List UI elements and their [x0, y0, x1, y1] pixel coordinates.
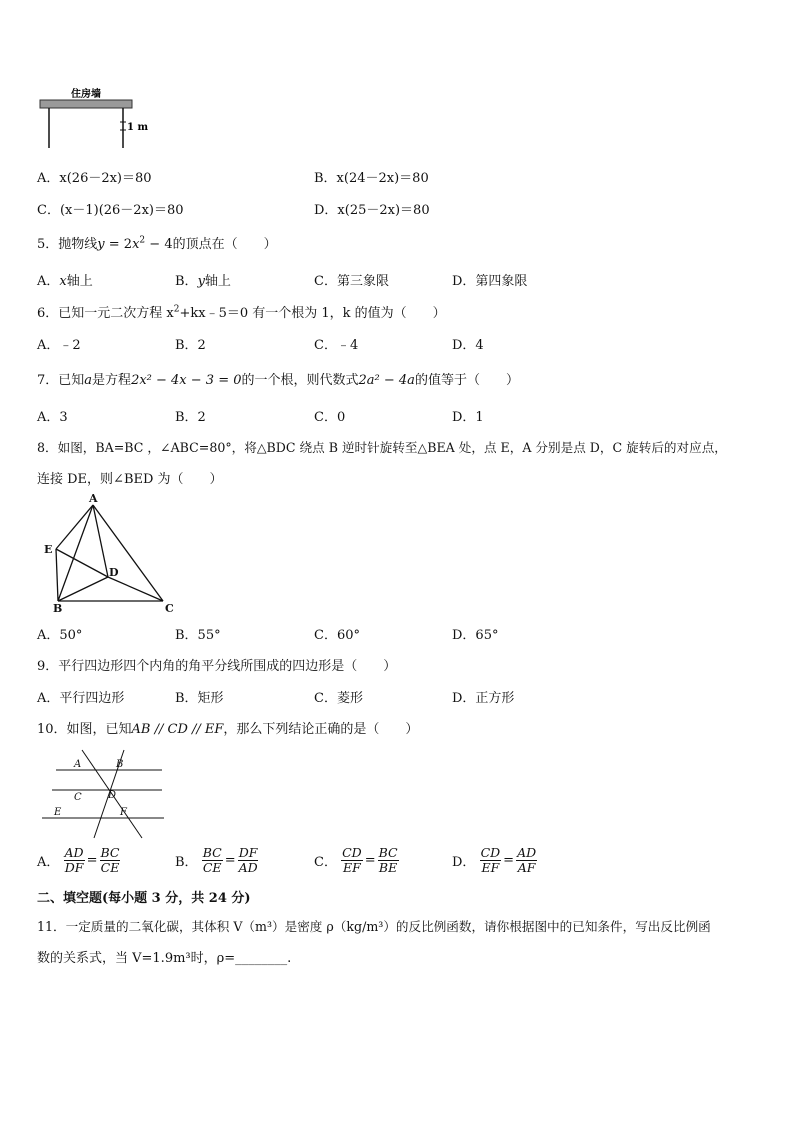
q7-option-a[interactable]: A．3 [37, 410, 68, 425]
q7-mid: 是方程 [92, 373, 132, 388]
q8-option-c[interactable]: C．60° [314, 628, 360, 643]
q10-d-d2: AF [517, 860, 536, 875]
q10-a-frac1 [64, 846, 85, 875]
q10-figure [38, 748, 168, 840]
q10-post: ，那么下列结论正确的是（ ） [223, 722, 419, 737]
q8-option-a[interactable]: A．50° [37, 628, 83, 643]
q6-stem-a: 6．已知一元二次方程 x [37, 306, 174, 321]
q9-option-c[interactable]: C．菱形 [314, 691, 363, 706]
q10-c-frac1 [341, 846, 363, 875]
q10-c-label: C． [314, 855, 337, 870]
wall-bar [40, 100, 132, 108]
q10-b-frac1 [202, 846, 223, 875]
q7-option-b[interactable]: B．2 [175, 410, 206, 425]
q5-option-d[interactable]: D．第四象限 [452, 274, 528, 289]
q10-label-b: B [116, 759, 124, 770]
q7-mid2: 的一个根，则代数式 [241, 373, 359, 388]
q7-pre: 7．已知 [37, 373, 85, 388]
q10-a-label: A． [37, 855, 60, 870]
q7-option-c[interactable]: C．0 [314, 410, 346, 425]
q8-label-b: B [53, 602, 63, 615]
q8-option-b[interactable]: B．55° [175, 628, 221, 643]
q4-option-c[interactable]: C．(x－1)(26－2x)＝80 [37, 203, 184, 218]
door-dim: 1 m [127, 122, 149, 133]
q8-stem-line2: 连接 DE，则∠BED 为（ ） [37, 472, 223, 487]
q5-a-label: A． [37, 274, 60, 289]
q10-c-d1: EF [342, 860, 361, 875]
q6-option-d[interactable]: D．4 [452, 338, 484, 353]
q10-c-n1: CD [342, 845, 362, 860]
q6-stem-exp: 2 [173, 304, 180, 315]
q7-expression: 2a² − 4a [358, 373, 415, 388]
q4-option-a[interactable]: A．x(26－2x)＝80 [37, 171, 152, 186]
q10-label-f: F [120, 807, 127, 818]
q8-option-d[interactable]: D．65° [452, 628, 499, 643]
q10-b-eq: = [224, 853, 236, 868]
q11-stem-line1: 11．一定质量的二氧化碳，其体积 V（m³）是密度 ρ（kg/m³）的反比例函数，请你根据图中的已知条件，写出反比例函 [37, 919, 711, 934]
q11-stem-line2: 数的关系式，当 V=1.9m³时，ρ=________. [37, 951, 292, 966]
q10-b-n2: DF [238, 845, 258, 860]
q10-d-frac2 [516, 846, 537, 875]
q10-b-label: B． [175, 855, 198, 870]
q5-option-a[interactable] [37, 270, 93, 289]
q10-a-d1: DF [64, 860, 84, 875]
q8-label-c: C [165, 602, 174, 615]
q10-label-c: C [74, 792, 82, 803]
q10-a-frac2 [100, 846, 121, 875]
q5-b-var: y [197, 274, 205, 289]
q8-figure [38, 490, 183, 615]
q8-label-a: A [89, 492, 98, 505]
q4-option-b[interactable]: B．x(24－2x)＝80 [314, 171, 429, 186]
q6-option-b[interactable]: B．2 [175, 338, 206, 353]
q10-label-d: D [108, 790, 117, 801]
q5-b-label: B． [175, 274, 198, 289]
q10-d-n2: AD [517, 845, 537, 860]
q9-option-b[interactable]: B．矩形 [175, 691, 224, 706]
q10-pre: 10．如图，已知 [37, 722, 132, 737]
q5-eq-rest: − 4 [145, 237, 173, 252]
q6-stem-b: +kx﹣5＝0 有一个根为 1，k 的值为（ ） [179, 306, 446, 321]
q10-c-frac2 [378, 846, 399, 875]
q9-option-a[interactable]: A．平行四边形 [37, 691, 125, 706]
q10-option-b[interactable] [175, 846, 259, 875]
q8-seg-eb [56, 549, 58, 601]
q10-a-n1: AD [64, 845, 84, 860]
q10-stem [37, 718, 418, 737]
q10-d-d1: EF [481, 860, 500, 875]
q5-b-post: 轴上 [204, 274, 231, 289]
q5-eq-x: x [132, 237, 140, 252]
q7-post: 的值等于（ ） [414, 373, 519, 388]
q10-b-n1: BC [202, 845, 222, 860]
q10-option-a[interactable] [37, 846, 120, 875]
q9-option-d[interactable]: D．正方形 [452, 691, 515, 706]
q5-stem [37, 233, 277, 252]
q5-a-var: x [59, 274, 67, 289]
q5-eq-exp: 2 [139, 235, 146, 246]
q7-equation: 2x² − 4x − 3 = 0 [131, 373, 242, 388]
q6-stem [37, 302, 446, 321]
q10-c-n2: BC [378, 845, 398, 860]
q10-d-label: D． [452, 855, 476, 870]
q10-d-eq: = [503, 853, 515, 868]
q10-condition: AB // CD // EF [131, 722, 224, 737]
q5-eq-mid: = 2 [104, 237, 133, 252]
q5-eq-y: y [97, 237, 105, 252]
q4-option-d[interactable]: D．x(25－2x)＝80 [314, 203, 430, 218]
q6-option-a[interactable]: A．﹣2 [37, 338, 81, 353]
q10-d-n1: CD [480, 845, 501, 860]
q10-label-e: E [54, 807, 62, 818]
q10-c-d2: BE [378, 860, 398, 875]
wall-figure [36, 84, 156, 150]
q5-option-c[interactable]: C．第三象限 [314, 274, 389, 289]
q8-label-e: E [44, 543, 53, 556]
q7-option-d[interactable]: D．1 [452, 410, 484, 425]
q10-b-d1: CE [202, 860, 222, 875]
q8-label-d: D [109, 566, 119, 579]
q10-b-frac2 [238, 846, 259, 875]
q10-a-eq: = [86, 853, 98, 868]
q10-c-eq: = [364, 853, 376, 868]
q5-post: 的顶点在（ ） [172, 237, 277, 252]
wall-label: 住房墙 [71, 89, 101, 100]
q7-var-a: a [84, 373, 93, 388]
q8-stem-line1: 8．如图，BA=BC ，∠ABC=80°，将△BDC 绕点 B 逆时针旋转至△BEA 处，点 E，A 分别是点 D，C 旋转后的对应点， [37, 440, 727, 455]
q10-d-frac1 [480, 846, 502, 875]
q8-seg-ae [56, 505, 93, 549]
q10-option-d[interactable] [452, 846, 537, 875]
q9-stem: 9．平行四边形四个内角的角平分线所围成的四边形是（ ） [37, 659, 397, 674]
q10-a-d2: CE [100, 860, 120, 875]
q10-a-n2: BC [100, 845, 120, 860]
q5-a-post: 轴上 [66, 274, 93, 289]
q5-option-b[interactable] [175, 270, 231, 289]
q10-option-c[interactable] [314, 846, 399, 875]
q6-option-c[interactable]: C．﹣4 [314, 338, 359, 353]
q10-label-a: A [74, 759, 82, 770]
q8-seg-ed [56, 549, 108, 577]
section-heading-fill-in: 二、填空题(每小题 3 分，共 24 分) [37, 891, 251, 906]
q5-pre: 5．抛物线 [37, 237, 98, 252]
q10-b-d2: AD [238, 860, 258, 875]
q7-stem [37, 369, 519, 388]
